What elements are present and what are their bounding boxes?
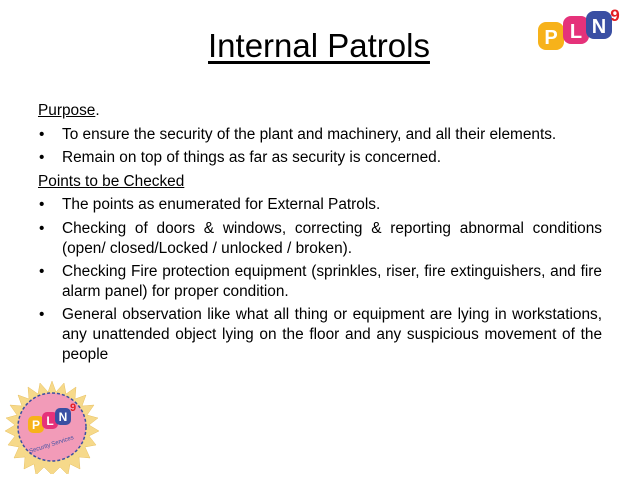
badge-letter-p: P	[31, 418, 41, 432]
logo-letter-n: N	[591, 16, 607, 38]
list-item	[38, 125, 602, 145]
badge-caption: Security Services	[28, 435, 75, 456]
section-points	[38, 172, 602, 364]
slide-title: Internal Patrols	[208, 27, 430, 64]
list-item-text: Checking Fire protection equipment (sprinkles, riser, fire extinguishers, and fire alarm panel) for proper condition.	[62, 263, 602, 300]
list-item-text: Remain on top of things as far as security is concerned.	[62, 149, 441, 167]
list-item	[38, 219, 602, 258]
bullet-icon: •	[39, 306, 45, 324]
bullet-icon: •	[39, 196, 45, 214]
section-heading-row	[38, 172, 602, 192]
list-item-text: The points as enumerated for External Patrols.	[62, 196, 381, 214]
logo-letter-p: P	[544, 27, 558, 49]
logo-letter-l: L	[569, 21, 583, 43]
list-item	[38, 262, 602, 301]
logo-letter-9: 9	[610, 6, 620, 25]
bullet-icon: •	[39, 149, 45, 167]
pln9-badge-logo-icon	[2, 380, 102, 474]
list-item	[38, 305, 602, 364]
bullet-list-purpose	[38, 125, 602, 168]
list-item-text: General observation like what all thing or equipment are lying in workstations, any unattended object lying on the floor and any suspicious movement of the people	[62, 306, 602, 363]
bullet-icon: •	[39, 219, 45, 237]
list-item	[38, 195, 602, 215]
list-item-text: To ensure the security of the plant and machinery, and all their elements.	[62, 125, 557, 143]
bullet-icon: •	[39, 125, 45, 143]
section-heading-points: Points to be Checked	[38, 172, 185, 190]
section-purpose	[38, 101, 602, 168]
list-item	[38, 148, 602, 168]
badge-letter-9: 9	[69, 402, 77, 414]
badge-letter-l: L	[46, 414, 54, 428]
badge-letter-n: N	[58, 410, 68, 424]
pln9-logo-icon	[534, 4, 624, 54]
section-heading-suffix: .	[95, 102, 100, 119]
bullet-list-points	[38, 195, 602, 364]
slide-body	[38, 101, 602, 364]
section-heading-purpose: Purpose	[38, 102, 96, 119]
list-item-text: Checking of doors & windows, correcting & reporting abnormal conditions (open/ closed/Locked / unlocked / broken).	[62, 219, 602, 257]
section-heading-row	[38, 101, 602, 121]
bullet-icon: •	[39, 263, 45, 281]
